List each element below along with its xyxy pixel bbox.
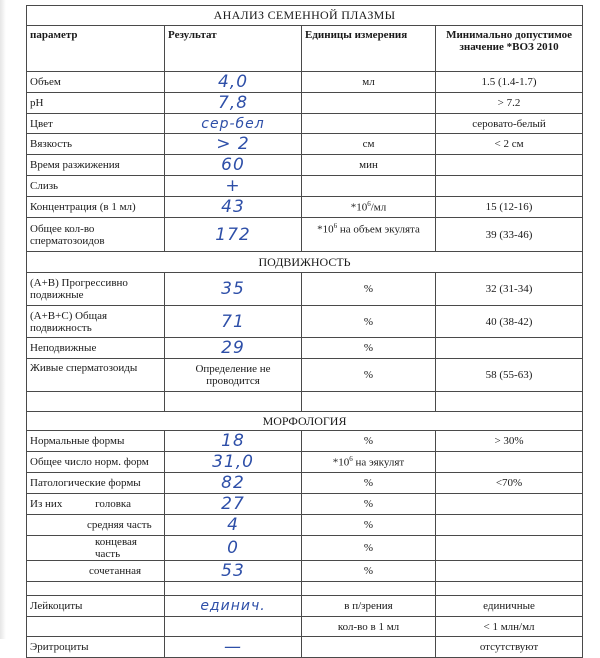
semen-analysis-table (26, 5, 583, 658)
units-tail: % (302, 536, 436, 561)
units-alive: % (302, 359, 436, 392)
param-immotile: Неподвижные (27, 338, 165, 359)
units-viscosity: см (302, 134, 436, 155)
norm-liquefaction (436, 155, 583, 176)
param-leukocytes: Лейкоциты (27, 596, 165, 617)
table-row (27, 306, 583, 338)
units-leukocytes: в п/зрения (302, 596, 436, 617)
table-row (27, 218, 583, 252)
param-concentration: Концентрация (в 1 мл) (27, 197, 165, 218)
units-normal-count: $*10^6$ на эякулят (302, 452, 436, 473)
table-row (27, 431, 583, 452)
units-combined: % (302, 561, 436, 582)
units-pathological: % (302, 473, 436, 494)
header-norm: Минимально допустимое значение *ВОЗ 2010 (436, 26, 583, 72)
units-liquefaction: мин (302, 155, 436, 176)
param-mucus: Слизь (27, 176, 165, 197)
result-normal-forms: 18 (165, 431, 302, 452)
table-row (27, 473, 583, 494)
table-row (27, 114, 583, 134)
norm-pathological: <70% (436, 473, 583, 494)
param-progressive: (А+В) Прогрессивно подвижные (27, 273, 165, 306)
result-liquefaction: 60 (165, 155, 302, 176)
param-combined: сочетанная (27, 561, 165, 582)
result-pathological: 82 (165, 473, 302, 494)
result-combined: 53 (165, 561, 302, 582)
result-total: 172 (165, 218, 302, 252)
norm-volume: 1.5 (1.4-1.7) (436, 72, 583, 93)
result-erythrocytes: — (165, 637, 302, 658)
result-total-motility: 71 (165, 306, 302, 338)
param-erythrocytes: Эритроциты (27, 637, 165, 658)
norm-ph: > 7.2 (436, 93, 583, 114)
norm-color: серовато-белый (436, 114, 583, 134)
norm-erythrocytes: отсутствуют (436, 637, 583, 658)
result-viscosity: > 2 (165, 134, 302, 155)
param-ph: pH (27, 93, 165, 114)
result-mucus: + (165, 176, 302, 197)
table-row (27, 515, 583, 536)
param-head: Из них головка (27, 494, 165, 515)
header-units: Единицы измерения (302, 26, 436, 72)
norm-normal-forms: > 30% (436, 431, 583, 452)
table-row (27, 617, 583, 637)
table-row (27, 155, 583, 176)
param-volume: Объем (27, 72, 165, 93)
table-row (27, 561, 583, 582)
table-row (27, 452, 583, 473)
param-color: Цвет (27, 114, 165, 134)
table-row (27, 273, 583, 306)
table-row (27, 596, 583, 617)
param-normal-count: Общее число норм. форм (27, 452, 165, 473)
result-color: сер-бел (165, 114, 302, 134)
norm-immotile (436, 338, 583, 359)
table-row (27, 536, 583, 561)
table-row (27, 176, 583, 197)
header-result: Результат (165, 26, 302, 72)
header-param: параметр (27, 26, 165, 72)
table-row (27, 197, 583, 218)
units-mucus (302, 176, 436, 197)
norm-alive: 58 (55-63) (436, 359, 583, 392)
result-ph: 7,8 (165, 93, 302, 114)
table-row (27, 494, 583, 515)
norm-concentration: 15 (12-16) (436, 197, 583, 218)
table-row-empty (27, 392, 583, 412)
table-row (27, 134, 583, 155)
norm-progressive: 32 (31-34) (436, 273, 583, 306)
result-leukocytes: единич. (165, 596, 302, 617)
param-viscosity: Вязкость (27, 134, 165, 155)
units-volume: мл (302, 72, 436, 93)
section-motility: ПОДВИЖНОСТЬ (27, 252, 583, 273)
units-midpiece: % (302, 515, 436, 536)
units-immotile: % (302, 338, 436, 359)
norm-per-ml: < 1 млн/мл (436, 617, 583, 637)
table-row (27, 72, 583, 93)
section-morphology: МОРФОЛОГИЯ (27, 412, 583, 431)
param-total: Общее кол-во сперматозоидов (27, 218, 165, 252)
norm-mucus (436, 176, 583, 197)
param-tail: концевая часть (27, 536, 165, 561)
result-alive: Определение не проводится (165, 359, 302, 392)
param-normal-forms: Нормальные формы (27, 431, 165, 452)
norm-total-motility: 40 (38-42) (436, 306, 583, 338)
result-progressive: 35 (165, 273, 302, 306)
table-row (27, 338, 583, 359)
param-total-motility: (А+В+С) Общая подвижность (27, 306, 165, 338)
norm-total: 39 (33-46) (436, 218, 583, 252)
norm-viscosity: < 2 см (436, 134, 583, 155)
table-title: АНАЛИЗ СЕМЕННОЙ ПЛАЗМЫ (27, 6, 583, 26)
norm-leukocytes: единичные (436, 596, 583, 617)
units-total: $*10^6$ на объем экулята (302, 218, 436, 252)
result-immotile: 29 (165, 338, 302, 359)
units-progressive: % (302, 273, 436, 306)
units-total-motility: % (302, 306, 436, 338)
result-volume: 4,0 (165, 72, 302, 93)
norm-normal-count (436, 452, 583, 473)
units-color (302, 114, 436, 134)
result-normal-count: 31,0 (165, 452, 302, 473)
units-concentration: $*10^6/мл$ (302, 197, 436, 218)
param-midpiece: средняя часть (27, 515, 165, 536)
table-row (27, 359, 583, 392)
result-concentration: 43 (165, 197, 302, 218)
param-pathological: Патологические формы (27, 473, 165, 494)
units-head: % (302, 494, 436, 515)
units-ph (302, 93, 436, 114)
param-liquefaction: Время разжижения (27, 155, 165, 176)
units-per-ml: кол-во в 1 мл (302, 617, 436, 637)
result-tail: 0 (165, 536, 302, 561)
table-row (27, 637, 583, 658)
param-alive: Живые сперматозоиды (27, 359, 165, 392)
result-midpiece: 4 (165, 515, 302, 536)
page-fold-shadow (0, 0, 6, 639)
units-normal-forms: % (302, 431, 436, 452)
table-row (27, 93, 583, 114)
result-head: 27 (165, 494, 302, 515)
